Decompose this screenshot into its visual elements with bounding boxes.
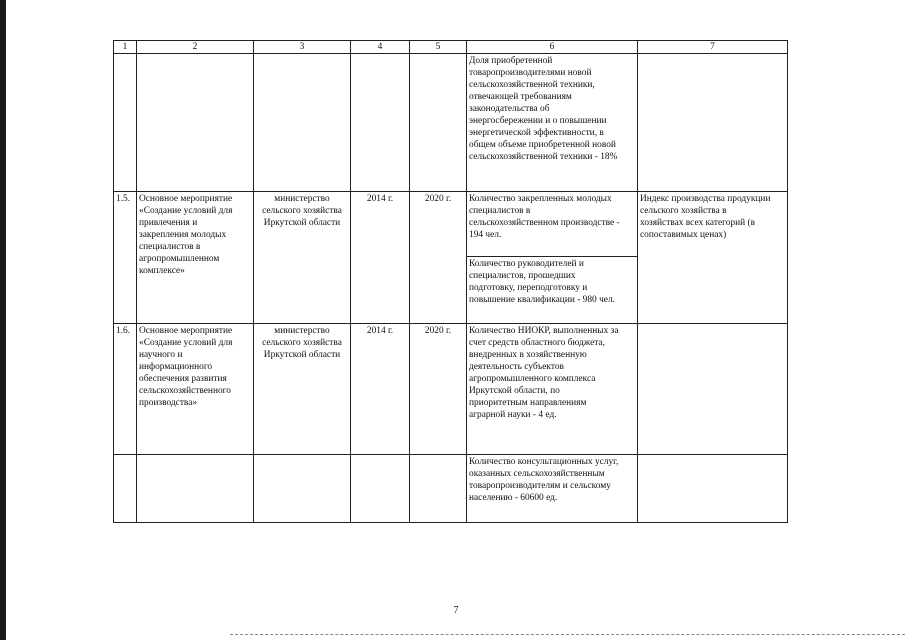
event-number: 1.6. <box>114 324 137 455</box>
event-end <box>410 54 467 192</box>
event-number: 1.5. <box>114 192 137 324</box>
indicators-cell <box>467 54 638 192</box>
event-number <box>114 54 137 192</box>
indicator-text: Количество закрепленных молодых специалистов в сельскохозяйственном производстве - 194 чел. <box>467 192 637 257</box>
event-start: 2014 г. <box>351 192 410 324</box>
table-row <box>114 192 788 324</box>
column-number: 6 <box>467 41 638 54</box>
event-end: 2020 г. <box>410 192 467 324</box>
column-number: 7 <box>638 41 788 54</box>
event-start <box>351 54 410 192</box>
event-end <box>410 455 467 523</box>
event-name: Основное мероприятие «Создание условий для привлечения и закрепления молодых специалистов в агропромышленном комплексе» <box>137 192 254 324</box>
indicator-text: Доля приобретенной товаропроизводителями новой сельскохозяйственной техники, отвечающей требованиям законодательства об энергосбережении и о повышении энергетической эффективности, в общем объеме приобретенной новой сельскохозяйственной техники - 18% <box>469 56 618 162</box>
column-number: 5 <box>410 41 467 54</box>
target-indicator <box>638 324 788 455</box>
table-row <box>114 54 788 192</box>
event-name: Основное мероприятие «Создание условий для научного и информационного обеспечения развития сельскохозяйственного производства» <box>137 324 254 455</box>
event-executor: министерство сельского хозяйства Иркутской области <box>254 324 351 455</box>
table-row <box>114 455 788 523</box>
page-number: 7 <box>453 605 459 616</box>
event-executor <box>254 455 351 523</box>
event-end: 2020 г. <box>410 324 467 455</box>
scan-left-edge <box>0 0 6 640</box>
column-number: 1 <box>114 41 137 54</box>
indicators-cell <box>467 324 638 455</box>
event-executor <box>254 54 351 192</box>
indicator-text: Количество консультационных услуг, оказанных сельскохозяйственным товаропроизводителям и сельскому населению - 60600 ед. <box>469 457 619 503</box>
indicator-text: Количество НИОКР, выполненных за счет средств областного бюджета, внедренных в хозяйственную деятельность субъектов агропромышленного комплекса Иркутской области, по приоритетным направлениям аграрной науки - 4 ед. <box>469 326 619 420</box>
indicator-text: Количество руководителей и специалистов, прошедших подготовку, переподготовку и повышение квалификации - 980 чел. <box>469 259 615 305</box>
event-start: 2014 г. <box>351 324 410 455</box>
target-indicator <box>638 455 788 523</box>
event-start <box>351 455 410 523</box>
event-name <box>137 54 254 192</box>
target-indicator <box>638 54 788 192</box>
column-number-row <box>114 41 788 54</box>
column-number: 2 <box>137 41 254 54</box>
indicators-cell <box>467 192 638 324</box>
event-name <box>137 455 254 523</box>
scan-bottom-line <box>230 634 905 636</box>
event-number <box>114 455 137 523</box>
column-number: 3 <box>254 41 351 54</box>
event-executor: министерство сельского хозяйства Иркутской области <box>254 192 351 324</box>
indicators-cell <box>467 455 638 523</box>
target-indicator: Индекс производства продукции сельского хозяйства в хозяйствах всех категорий (в сопоставимых ценах) <box>638 192 788 324</box>
column-number: 4 <box>351 41 410 54</box>
table-row <box>114 324 788 455</box>
program-events-table <box>113 40 788 523</box>
